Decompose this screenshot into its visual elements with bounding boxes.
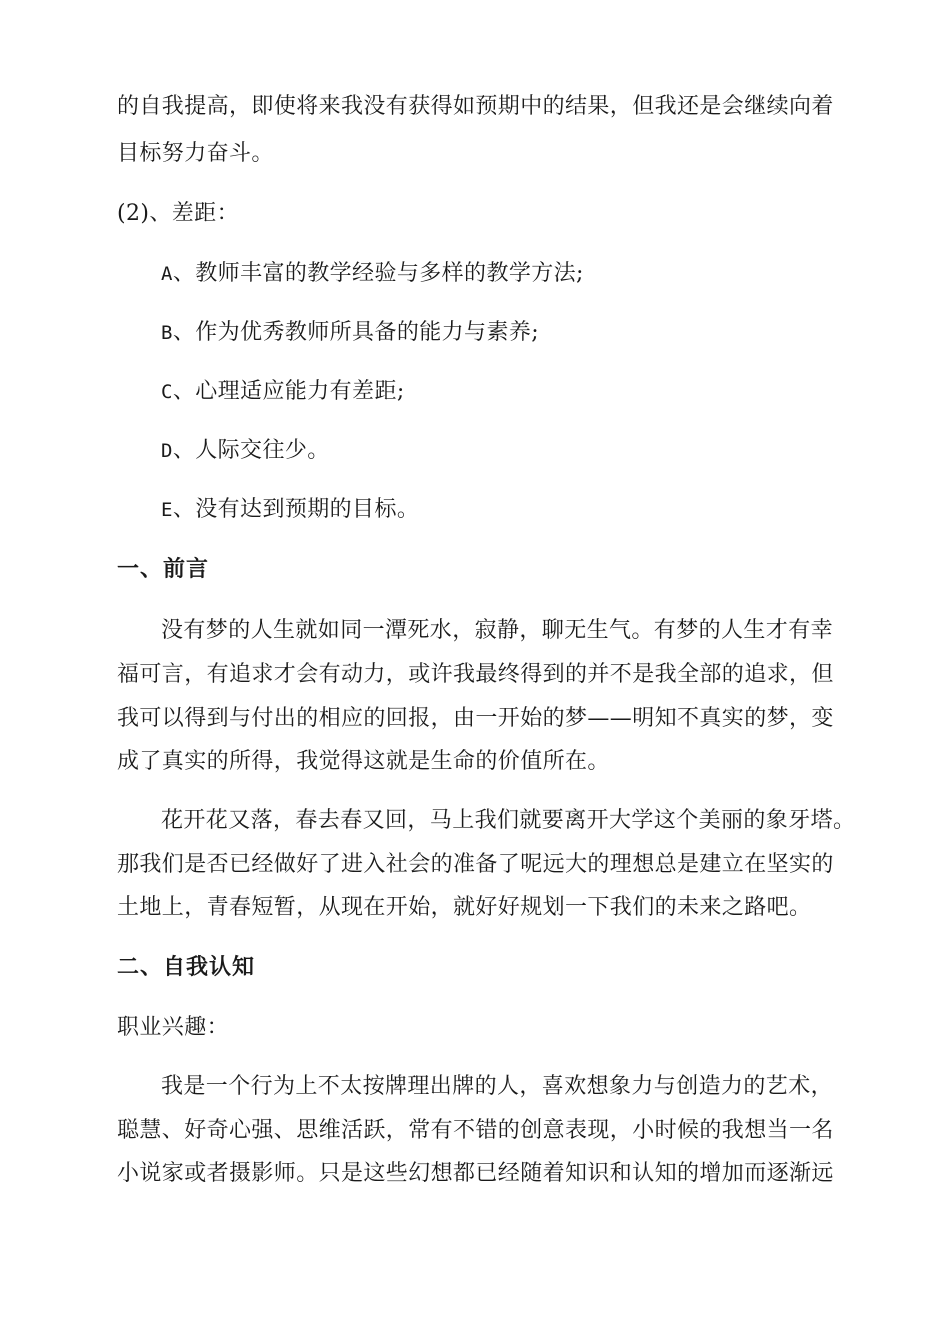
self-para1-line: 小说家或者摄影师。只是这些幻想都已经随着知识和认知的增加而逐渐远	[117, 1161, 834, 1186]
gap-item	[161, 495, 419, 525]
gap-label: (2)、差距：	[117, 201, 239, 226]
intro-line-2: 目标努力奋斗。	[117, 141, 274, 166]
gap-item-marker: D	[161, 440, 173, 462]
gap-item-marker: C	[161, 381, 173, 403]
preface-para1-line: 我可以得到与付出的相应的回报，由一开始的梦——明知不真实的梦，变	[117, 706, 834, 731]
preface-para1-line: 福可言，有追求才会有动力，或许我最终得到的并不是我全部的追求，但	[117, 662, 834, 687]
preface-para2-line: 花开花又落，春去春又回，马上我们就要离开大学这个美丽的象牙塔。	[161, 808, 856, 833]
gap-item-text: 、作为优秀教师所具备的能力与素养;	[172, 320, 540, 345]
self-para1-line: 我是一个行为上不太按牌理出牌的人，喜欢想象力与创造力的艺术，	[161, 1074, 834, 1099]
gap-item-text: 、教师丰富的教学经验与多样的教学方法;	[172, 261, 584, 286]
intro-line-1: 的自我提高，即使将来我没有获得如预期中的结果，但我还是会继续向着	[117, 94, 834, 119]
self-para1-line: 聪慧、好奇心强、思维活跃，常有不错的创意表现，小时候的我想当一名	[117, 1118, 834, 1143]
gap-item	[161, 377, 405, 407]
gap-item-marker: E	[161, 499, 173, 521]
preface-para2-line: 土地上，青春短暂，从现在开始，就好好规划一下我们的未来之路吧。	[117, 895, 812, 920]
preface-para1-line: 成了真实的所得，我觉得这就是生命的价值所在。	[117, 749, 610, 774]
section-heading-self: 二、自我认知	[117, 955, 256, 980]
gap-item	[161, 259, 584, 289]
section-heading-preface: 一、前言	[117, 557, 210, 582]
gap-item-text: 、没有达到预期的目标。	[172, 497, 420, 522]
gap-item-marker: A	[161, 263, 173, 285]
gap-item-marker: B	[161, 322, 173, 344]
interest-label: 职业兴趣：	[117, 1015, 230, 1040]
preface-para2-line: 那我们是否已经做好了进入社会的准备了呢远大的理想总是建立在坚实的	[117, 852, 834, 877]
gap-item-text: 、心理适应能力有差距;	[172, 379, 405, 404]
gap-item	[161, 436, 330, 466]
gap-item	[161, 318, 539, 348]
gap-item-text: 、人际交往少。	[172, 438, 330, 463]
preface-para1-line: 没有梦的人生就如同一潭死水，寂静，聊无生气。有梦的人生才有幸	[161, 618, 834, 643]
